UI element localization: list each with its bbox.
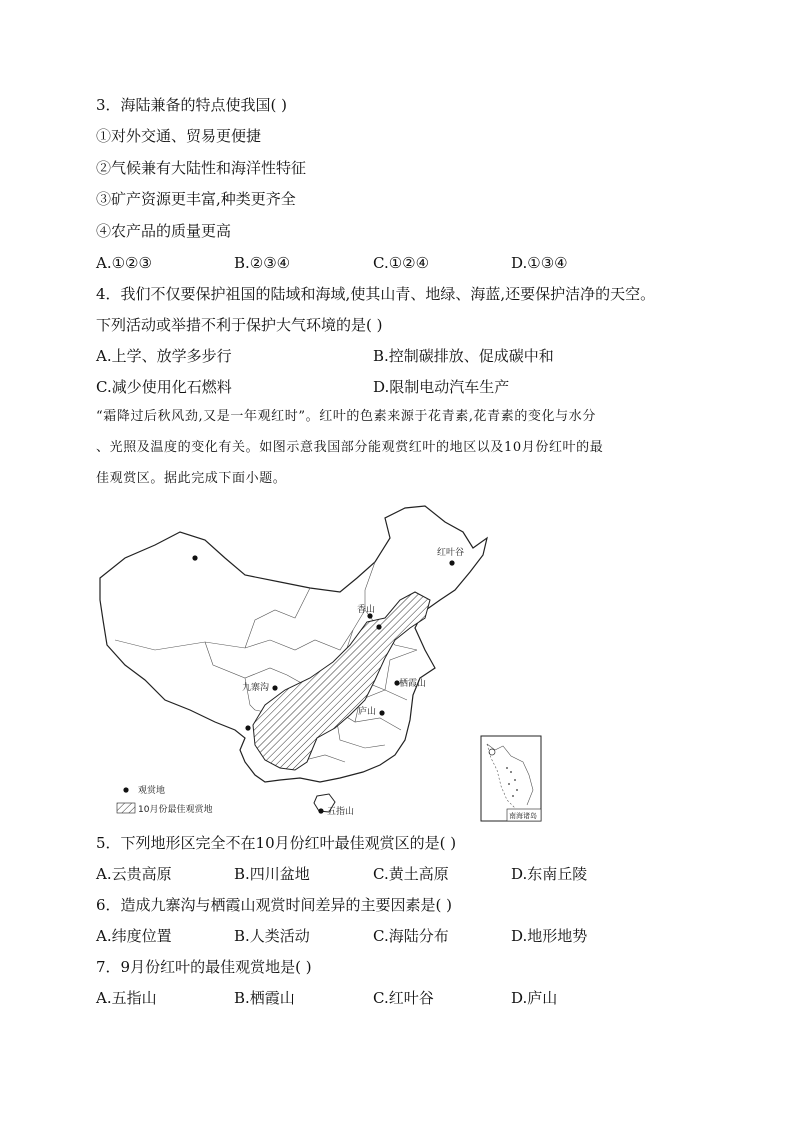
question-6-stem: 6．造成九寨沟与栖霞山观赏时间差异的主要因素是( ) [96, 896, 453, 914]
point-wuzhishan [318, 808, 323, 813]
question-5-option-a: A.云贵高原 [96, 865, 172, 883]
question-3-option-a: A.①②③ [96, 254, 152, 272]
question-5-option-d: D.东南丘陵 [511, 865, 588, 883]
question-7-stem: 7．9月份红叶的最佳观赏地是( ) [96, 958, 312, 976]
question-6-option-d: D.地形地势 [511, 927, 588, 945]
intro-line-1: “霜降过后秋风劲,又是一年观红时”。红叶的色素来源于花青素,花青素的变化与水分 [96, 409, 596, 424]
question-5-option-b: B.四川盆地 [234, 865, 310, 883]
question-6-option-a: A.纬度位置 [96, 927, 172, 945]
label-jiuzhaigou: 九寨沟 [242, 683, 270, 693]
label-hongyegu: 红叶谷 [437, 548, 465, 558]
point-lushan [379, 710, 384, 715]
question-3-item-3: ③矿产资源更丰富,种类更齐全 [96, 190, 296, 208]
question-6-option-b: B.人类活动 [234, 927, 310, 945]
question-7-option-c: C.红叶谷 [373, 989, 434, 1007]
point-jiuzhaigou [272, 685, 277, 690]
point-yunnan [245, 725, 250, 730]
question-5-option-c: C.黄土高原 [373, 865, 449, 883]
question-7-option-d: D.庐山 [511, 989, 558, 1007]
question-4-option-c: C.减少使用化石燃料 [96, 378, 232, 396]
question-6-option-c: C.海陆分布 [373, 927, 449, 945]
south-china-sea-inset [481, 736, 541, 821]
question-3-stem: 3．海陆兼备的特点使我国( ) [96, 96, 288, 114]
label-xiangshan: 香山 [357, 605, 376, 615]
question-3-item-1: ①对外交通、贸易更便捷 [96, 127, 262, 145]
question-3-option-b: B.②③④ [234, 254, 291, 272]
legend-area-label: 10月份最佳观赏地 [138, 805, 213, 815]
point-hongyegu [449, 560, 454, 565]
question-5-stem: 5．下列地形区完全不在10月份红叶最佳观赏区的是( ) [96, 834, 457, 852]
question-4-option-b: B.控制碳排放、促成碳中和 [373, 347, 554, 365]
legend-point-label: 观赏地 [138, 786, 166, 796]
intro-line-2: 、光照及温度的变化有关。如图示意我国部分能观赏红叶的地区以及10月份红叶的最 [96, 440, 604, 455]
question-7-option-b: B.栖霞山 [234, 989, 295, 1007]
question-4-option-a: A.上学、放学多步行 [96, 347, 232, 365]
intro-line-3: 佳观赏区。据此完成下面小题。 [96, 471, 287, 486]
question-3-item-4: ④农产品的质量更高 [96, 222, 232, 240]
label-wuzhishan: 五指山 [327, 807, 355, 817]
label-inset-title: 南海诸岛 [509, 812, 537, 820]
question-3-item-2: ②气候兼有大陆性和海洋性特征 [96, 159, 307, 177]
china-red-leaves-map [95, 500, 555, 825]
map-legend [117, 784, 212, 815]
question-7-option-a: A.五指山 [96, 989, 157, 1007]
legend-point-icon [123, 787, 128, 792]
question-4-stem-line-1: 4．我们不仅要保护祖国的陆域和海域,使其山青、地绿、海蓝,还要保护洁净的天空。 [96, 285, 656, 303]
question-4-stem-line-2: 下列活动或举措不利于保护大气环境的是( ) [96, 316, 383, 334]
point-xiangshan-2 [376, 624, 381, 629]
label-qixiashan: 栖霞山 [399, 679, 427, 689]
label-lushan: 庐山 [358, 707, 377, 717]
question-3-option-c: C.①②④ [373, 254, 430, 272]
question-4-option-d: D.限制电动汽车生产 [373, 378, 510, 396]
point-xinjiang [192, 555, 197, 560]
question-3-option-d: D.①③④ [511, 254, 568, 272]
legend-hatch-icon [117, 803, 135, 813]
